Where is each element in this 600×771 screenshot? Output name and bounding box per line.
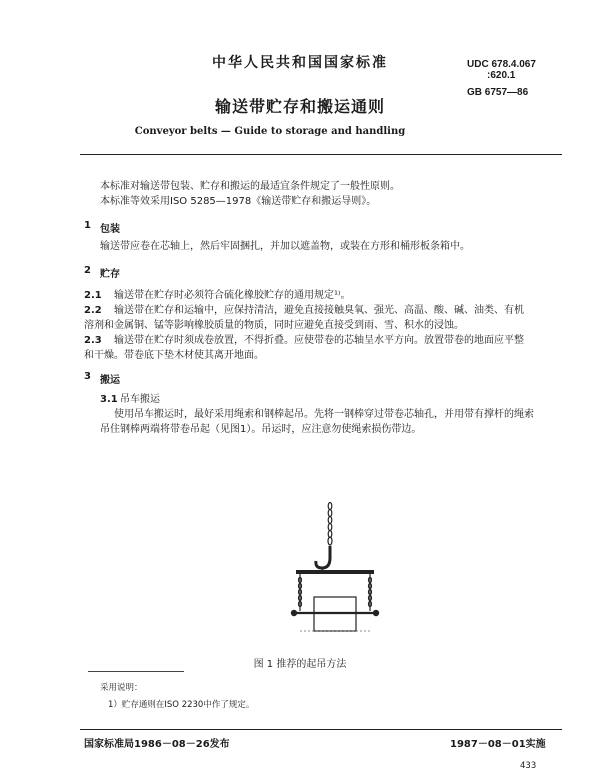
section-1-heading: 包装 — [100, 224, 120, 235]
item-2-2-line-1: 输送带在贮存和运输中，应保持清洁，避免直接接触臭氧、强光、高温、酸、碱、油类、有机 — [114, 305, 524, 316]
udc-code-cont: :620.1 — [487, 70, 516, 81]
crane-hook-lifting-diagram — [270, 500, 400, 650]
section-3-heading: 搬运 — [100, 375, 120, 386]
english-title: Conveyor belts — Guide to storage and handling — [134, 126, 406, 137]
item-3-1-heading: 吊车搬运 — [120, 394, 160, 405]
item-2-1-text: 输送带在贮存时必须符合硫化橡胶贮存的通用规定¹⁾。 — [114, 290, 351, 301]
gb-number: GB 6757—86 — [467, 87, 529, 98]
document-title: 输送带贮存和搬运通则 — [214, 97, 385, 116]
section-2-heading: 贮存 — [100, 269, 120, 280]
issuer-date: 国家标准局1986－08－26发布 — [84, 739, 230, 750]
footnote-rule — [88, 671, 184, 672]
top-rule — [80, 154, 562, 155]
item-3-1-line-2: 吊住钢棒两端将带卷吊起（见图1）。吊运时，应注意勿使绳索损伤带边。 — [100, 424, 422, 435]
intro-line-2: 本标准等效采用ISO 5285—1978《输送带贮存和搬运导则》。 — [100, 196, 377, 207]
section-3-number: 3 — [84, 371, 91, 382]
standard-type: 中华人民共和国国家标准 — [212, 55, 388, 71]
item-2-3-line-2: 和干燥。带卷底下垫木材使其离开地面。 — [84, 350, 264, 361]
footnote-heading: 采用说明： — [100, 683, 143, 693]
figure-caption: 图 1 推荐的起吊方法 — [253, 659, 347, 670]
item-3-1-line-1: 使用吊车搬运时，最好采用绳索和钢棒起吊。先将一钢棒穿过带卷芯轴孔，并用带有撑杆的绳索 — [114, 409, 534, 420]
item-2-2-line-2: 溶剂和金属铜、锰等影响橡胶质量的物质，同时应避免直接受到雨、雪、积水的浸蚀。 — [84, 320, 464, 331]
page-number: 433 — [520, 761, 537, 771]
footnote-text: 1）贮存通则在ISO 2230中作了规定。 — [108, 700, 255, 710]
item-2-3-number: 2.3 — [84, 335, 102, 346]
item-2-3-line-1: 输送带在贮存时须成卷放置，不得折叠。应使带卷的芯轴呈水平方向。放置带卷的地面应平整 — [114, 335, 524, 346]
item-2-2-number: 2.2 — [84, 305, 102, 316]
item-3-1-number: 3.1 — [100, 394, 118, 405]
bottom-rule — [80, 729, 562, 730]
udc-code: UDC 678.4.067 — [467, 59, 536, 70]
section-2-number: 2 — [84, 265, 91, 276]
effective-date: 1987－08－01实施 — [450, 739, 546, 750]
section-1-number: 1 — [84, 220, 91, 231]
section-1-text: 输送带应卷在芯轴上，然后牢固捆扎，并加以遮盖物，或装在方形和桶形板条箱中。 — [100, 241, 470, 252]
item-2-1-number: 2.1 — [84, 290, 102, 301]
intro-line-1: 本标准对输送带包装、贮存和搬运的最适宜条件规定了一般性原则。 — [100, 181, 400, 192]
